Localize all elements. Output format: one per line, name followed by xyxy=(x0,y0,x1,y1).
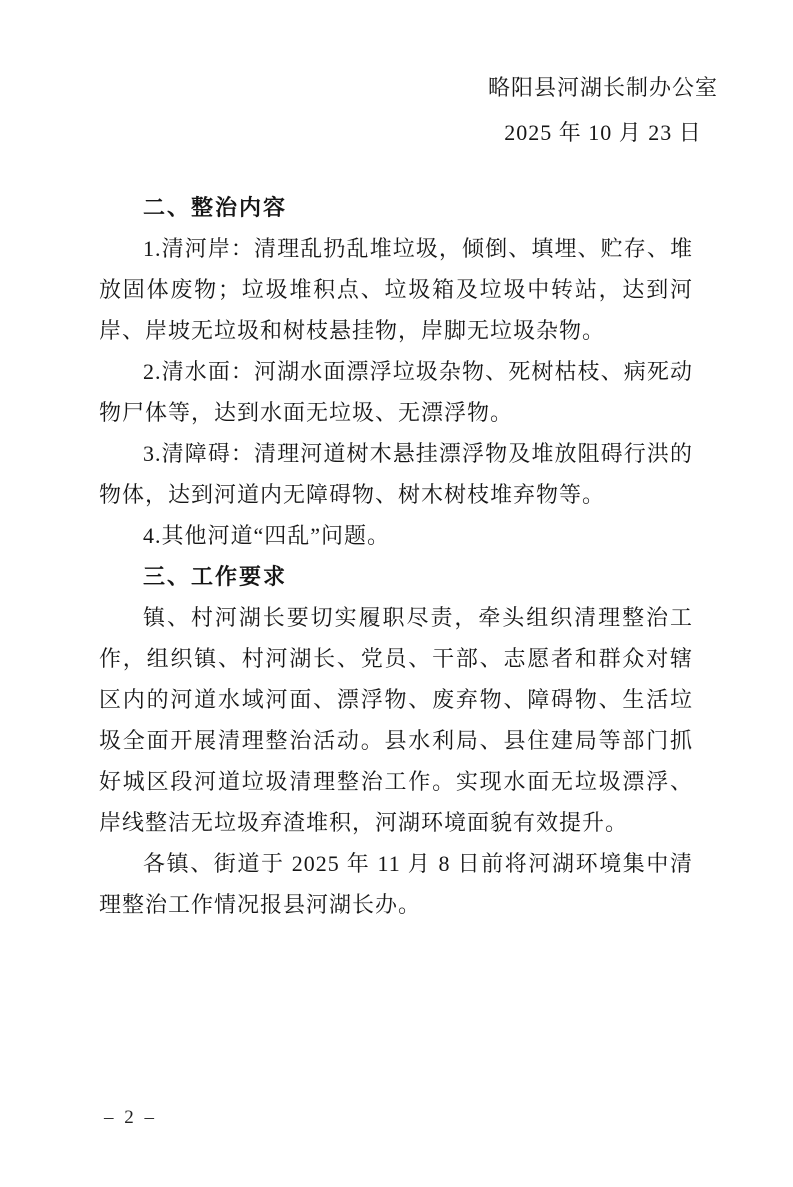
body-paragraph: 镇、村河湖长要切实履职尽责，牵头组织清理整治工作，组织镇、村河湖长、党员、干部、志愿者和群众对辖区内的河道水域河面、漂浮物、废弃物、障碍物、生活垃圾全面开展清理整治活动。县水利局、县住建局等部门抓好城区段河道垃圾清理整治工作。实现水面无垃圾漂浮、岸线整洁无垃圾弃渣堆积，河湖环境面貌有效提升。 xyxy=(99,605,693,835)
document-page xyxy=(0,65,793,1128)
section-heading: 二、整治内容 xyxy=(143,195,288,220)
body-paragraph: 1.清河岸：清理乱扔乱堆垃圾，倾倒、填埋、贮存、堆放固体废物；垃圾堆积点、垃圾箱及垃圾中转站，达到河岸、岸坡无垃圾和树枝悬挂物，岸脚无垃圾杂物。 xyxy=(99,236,693,343)
document-body xyxy=(99,187,693,925)
body-paragraph: 3.清障碍：清理河道树木悬挂漂浮物及堆放阻碍行洪的物体，达到河道内无障碍物、树木树枝堆弃物等。 xyxy=(99,441,693,507)
body-paragraph: 4.其他河道“四乱”问题。 xyxy=(143,523,391,548)
body-paragraph: 各镇、街道于 2025 年 11 月 8 日前将河湖环境集中清理整治工作情况报县河湖长办。 xyxy=(99,851,693,917)
section-heading: 三、工作要求 xyxy=(143,564,288,589)
signature-org: 略阳县河湖长制办公室 xyxy=(487,75,718,100)
body-paragraph: 2.清水面：河湖水面漂浮垃圾杂物、死树枯枝、病死动物尸体等，达到水面无垃圾、无漂浮物。 xyxy=(99,359,693,425)
page-number: – 2 – xyxy=(104,1107,157,1128)
signature-date: 2025 年 10 月 23 日 xyxy=(504,120,702,145)
signature-block xyxy=(488,65,718,155)
